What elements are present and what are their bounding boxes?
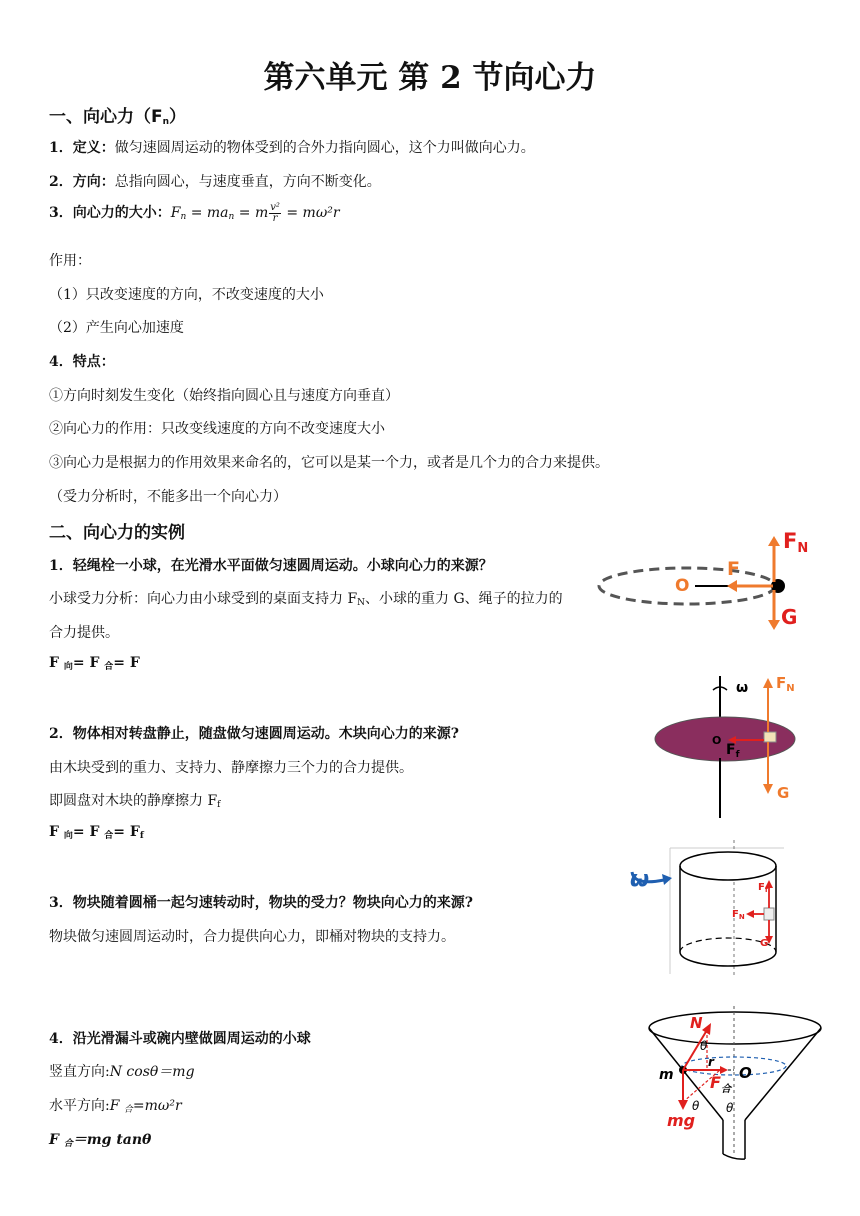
cylinder-top	[680, 852, 776, 880]
formula-b: = ma	[186, 205, 229, 221]
eq-c: = F	[113, 655, 140, 671]
tension-arrowhead	[727, 580, 737, 592]
magnitude-label: 3．向心力的大小：	[49, 205, 171, 221]
heading-sub: n	[162, 117, 170, 127]
horizontal-equation	[110, 1098, 182, 1114]
label-fn-sub: N	[797, 541, 809, 556]
label-g: G	[760, 938, 769, 949]
definition-text: 做匀速圆周运动的物体受到的合外力指向圆心，这个力叫做向心力。	[114, 140, 535, 156]
horizontal-label: 水平方向:	[49, 1098, 110, 1114]
label-o: O	[675, 576, 690, 596]
f-eq-b: ＝mg tanθ	[72, 1132, 152, 1148]
example-1-analysis	[49, 588, 563, 608]
formula-b-sub: n	[228, 212, 235, 222]
label-omega: ω	[630, 867, 650, 892]
funnel-rim	[649, 1012, 821, 1044]
horizontal-circle-diagram	[595, 520, 825, 635]
example-3-line-1: 物块做匀速圆周运动时，合力提供向心力，即桶对物块的支持力。	[49, 929, 455, 945]
example-1-question: 1．轻绳栓一小球，在光滑水平面做匀速圆周运动。小球向心力的来源？	[49, 558, 493, 574]
analysis-text-1: 小球受力分析：向心力由小球受到的桌面支持力 F	[49, 591, 358, 607]
gravity-arrowhead	[763, 784, 773, 794]
definition-label: 1．定义：	[49, 140, 115, 156]
eq-b: = F	[72, 655, 105, 671]
eq-sub-3: f	[139, 831, 144, 841]
resultant-equation	[49, 1129, 151, 1149]
analysis-text-2: 、小球的重力 G、绳子的拉力的	[365, 591, 563, 607]
label-theta-left: θ	[692, 1099, 700, 1113]
example-2-line-1: 由木块受到的重力、支持力、静摩擦力三个力的合力提供。	[49, 760, 413, 776]
page-title: 第六单元 第 2 节向心力	[263, 60, 597, 96]
example-2-equation	[49, 824, 144, 841]
vertical-direction-line	[49, 1061, 195, 1081]
cylinder-bottom-front	[680, 952, 776, 966]
direction-label: 2．方向：	[49, 174, 115, 190]
label-fn-sub: N	[786, 683, 795, 694]
label-theta-right: θ	[726, 1101, 734, 1115]
block	[764, 908, 774, 920]
effect-item-1: （1）只改变速度的方向，不改变速度的大小	[49, 287, 324, 303]
label-fn	[732, 909, 745, 921]
label-fn-main: F	[776, 674, 787, 692]
h-eq-a: F	[109, 1098, 124, 1114]
magnitude-line	[49, 202, 340, 224]
label-f-resultant	[710, 1073, 733, 1095]
normal-arrowhead	[768, 536, 780, 546]
fraction-denominator: r	[272, 212, 278, 224]
label-fn-main: F	[732, 909, 739, 920]
funnel-diagram	[640, 1004, 830, 1164]
example-2-line-2	[49, 790, 221, 810]
direction-line	[49, 171, 381, 191]
label-o: O	[712, 734, 722, 747]
resultant-arrowhead	[720, 1066, 728, 1074]
label-ff-main: F	[726, 742, 736, 758]
label-n: N	[690, 1014, 703, 1032]
eq-c: = F	[113, 824, 140, 840]
label-m: m	[659, 1067, 674, 1083]
feature-item-3: ③向心力是根据力的作用效果来命名的，它可以是某一个力，或者是几个力的合力来提供。	[49, 455, 609, 471]
normal-arrowhead	[746, 910, 754, 918]
direction-text: 总指向圆心，与速度垂直，方向不断变化。	[114, 174, 381, 190]
example-3-question: 3．物块随着圆桶一起匀速转动时，物块的受力？物块向心力的来源?	[49, 895, 473, 911]
line2-text: 即圆盘对木块的静摩擦力 F	[49, 793, 218, 809]
feature-label: 4．特点：	[49, 354, 115, 370]
formula-a: F	[170, 205, 181, 221]
feature-item-1: ①方向时刻发生变化（始终指向圆心且与速度方向垂直）	[49, 388, 399, 404]
vertical-label: 竖直方向:	[49, 1064, 110, 1080]
horizontal-direction-line	[49, 1095, 182, 1115]
label-theta-top: θ	[700, 1039, 708, 1053]
analysis-sub: N	[357, 598, 366, 608]
label-ff-main: F	[758, 882, 765, 893]
example-1-equation	[49, 655, 140, 672]
example-4-question: 4．沿光滑漏斗或碗内壁做圆周运动的小球	[49, 1031, 311, 1047]
label-fn-main: F	[783, 529, 798, 553]
eq-a: F	[49, 655, 64, 671]
eq-b: = F	[72, 824, 105, 840]
label-fn-sub: N	[738, 913, 745, 921]
label-g: G	[777, 784, 790, 802]
label-f: F	[727, 558, 740, 580]
eq-sub-1: 向	[63, 662, 73, 672]
eq-sub-2: 合	[104, 831, 114, 841]
label-omega: ω	[736, 680, 749, 696]
turntable-diagram	[650, 668, 810, 828]
feature-item-2: ②向心力的作用：只改变线速度的方向不改变速度大小	[49, 421, 385, 437]
label-g: G	[781, 605, 798, 629]
label-ff-sub: f	[735, 750, 740, 760]
gravity-arrowhead	[768, 620, 780, 630]
vertical-equation: N cosθ＝mg	[109, 1064, 195, 1080]
eq-sub-2: 合	[104, 662, 114, 672]
formula-c: = m	[234, 205, 269, 221]
label-r: r	[708, 1055, 714, 1069]
label-mg: mg	[667, 1111, 696, 1130]
definition-line	[49, 137, 535, 157]
h-eq-sub: 合	[123, 1105, 133, 1115]
eq-a: F	[49, 824, 64, 840]
f-eq-sub: 合	[63, 1139, 73, 1149]
label-f-main: F	[710, 1073, 721, 1092]
feature-note: （受力分析时，不能多出一个向心力）	[49, 489, 287, 505]
example-1-analysis-end: 合力提供。	[49, 625, 119, 641]
fraction-numerator: v²	[270, 201, 280, 213]
label-o: O	[739, 1064, 752, 1082]
formula-fraction	[269, 203, 281, 224]
heading-end: ）	[169, 107, 187, 127]
label-ff-sub: f	[764, 886, 768, 894]
section-1-heading	[49, 102, 186, 127]
formula-a-sub: n	[180, 212, 187, 222]
effect-item-2: （2）产生向心加速度	[49, 320, 184, 336]
rotating-cylinder-diagram	[624, 838, 790, 978]
formula-d: = mω²r	[281, 205, 340, 221]
label-fn	[776, 674, 795, 694]
spout-bottom	[723, 1154, 745, 1159]
section-2-heading: 二、向心力的实例	[49, 523, 185, 543]
line2-sub: f	[217, 800, 221, 810]
eq-sub-1: 向	[63, 831, 73, 841]
magnitude-formula	[170, 201, 340, 224]
wooden-block	[764, 732, 776, 742]
h-eq-b: =mω²r	[132, 1098, 182, 1114]
heading-text: 一、向心力（F	[49, 107, 163, 127]
label-fn	[783, 529, 808, 556]
example-2-question: 2．物体相对转盘静止，随盘做匀速圆周运动。木块向心力的来源?	[49, 726, 459, 742]
effect-label: 作用：	[49, 253, 91, 269]
f-eq-a: F	[49, 1132, 64, 1148]
label-f-sub: 合	[720, 1084, 731, 1095]
normal-arrowhead	[763, 678, 773, 688]
